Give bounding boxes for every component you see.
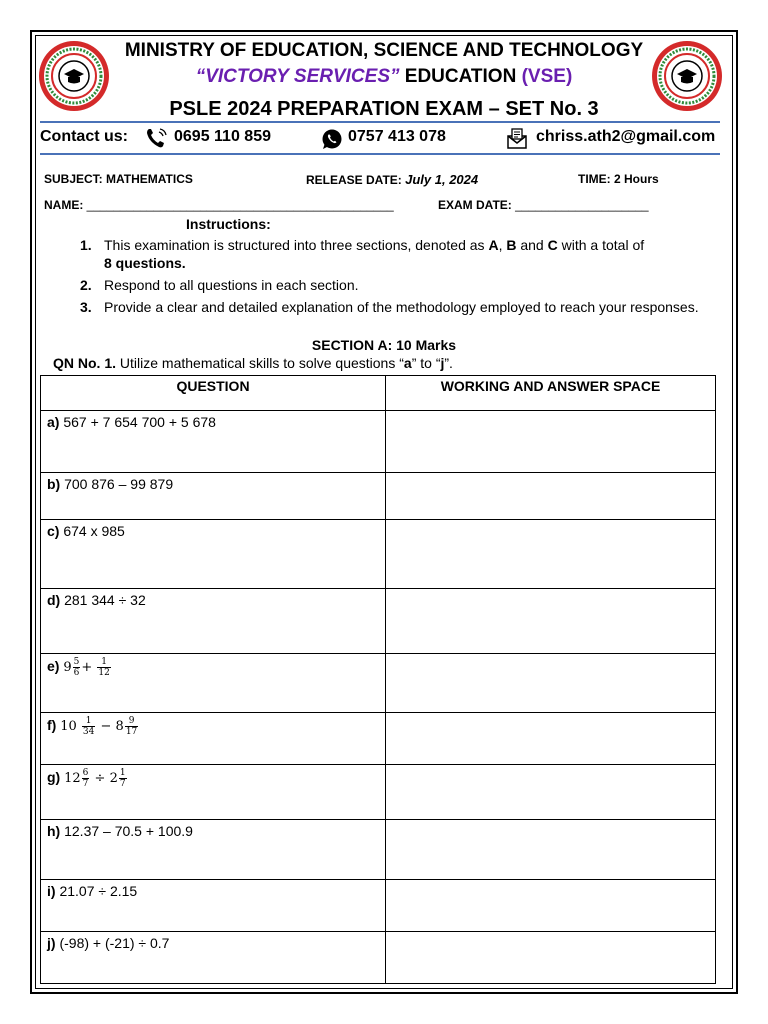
email-icon [506,127,528,150]
answer-space-f[interactable] [386,713,716,765]
question-e: e) 9 $\frac{5}{6}$ + $\frac{1}{12}$ [41,654,386,713]
instruction-item: 2. Respond to all questions in each section. [80,277,359,293]
table-row [41,880,716,932]
answer-space-c[interactable] [386,520,716,589]
name-field[interactable]: NAME: ______________________________________________ [44,198,394,212]
answer-space-j[interactable] [386,932,716,984]
table-row [41,473,716,520]
release-date: RELEASE DATE: July 1, 2024 [306,172,479,187]
subject-label: SUBJECT: MATHEMATICS [44,172,193,186]
header-rule-bottom [40,153,720,155]
table-row [41,654,716,713]
exam-title: PSLE 2024 PREPARATION EXAM – SET No. 3 [169,98,599,120]
table-row [41,589,716,654]
table-row [41,520,716,589]
question-table [40,375,716,984]
column-header-answer: WORKING AND ANSWER SPACE [386,376,716,411]
table-row [41,932,716,984]
contact-bar [40,126,730,152]
question-b: b) 700 876 – 99 879 [41,473,386,520]
question-j: j) (-98) + (-21) ÷ 0.7 [41,932,386,984]
answer-space-h[interactable] [386,820,716,880]
instruction-item: 1. This examination is structured into three sections, denoted as A, B and C with a total of 8 questions. [80,237,645,271]
table-row [41,765,716,820]
whatsapp-number[interactable]: 0757 413 078 [348,128,446,145]
question-a: a) 567 + 7 654 700 + 5 678 [41,411,386,473]
column-header-question: QUESTION [41,376,386,411]
section-a-title: SECTION A: 10 Marks [311,337,457,353]
answer-space-i[interactable] [386,880,716,932]
header-rule-top [40,121,720,123]
question-f: f) 10 $\frac{1}{34}$ − 8 $\frac{9}{17}$ [41,713,386,765]
question-d: d) 281 344 ÷ 32 [41,589,386,654]
email-address[interactable]: chriss.ath2@gmail.com [536,128,716,145]
phone-icon [144,126,170,150]
table-row [41,820,716,880]
answer-space-g[interactable] [386,765,716,820]
instruction-item: 3. Provide a clear and detailed explanation of the methodology employed to reach your responses. [80,299,699,315]
exam-date-field[interactable]: EXAM DATE: ____________________ [438,198,649,212]
time-allowed: TIME: 2 Hours [578,172,659,186]
contact-label: Contact us: [40,128,128,145]
answer-space-e[interactable] [386,654,716,713]
answer-space-b[interactable] [386,473,716,520]
ministry-heading: MINISTRY OF EDUCATION, SCIENCE AND TECHNOLOGY [124,40,644,61]
table-row [41,713,716,765]
phone-number[interactable]: 0695 110 859 [174,128,271,145]
question-i: i) 21.07 ÷ 2.15 [41,880,386,932]
question-1-prompt: QN No. 1. Utilize mathematical skills to solve questions “a” to “j”. [53,355,453,371]
table-row [41,411,716,473]
question-c: c) 674 x 985 [41,520,386,589]
school-name-heading: “VICTORY SERVICES” EDUCATION (VSE) [195,66,573,87]
instructions-title: Instructions: [186,216,271,232]
question-g: g) 12 $\frac{6}{7}$ ÷ 2 $\frac{1}{7}$ [41,765,386,820]
answer-space-d[interactable] [386,589,716,654]
question-h: h) 12.37 – 70.5 + 100.9 [41,820,386,880]
whatsapp-icon [321,128,343,150]
answer-space-a[interactable] [386,411,716,473]
table-header-row [41,376,716,411]
